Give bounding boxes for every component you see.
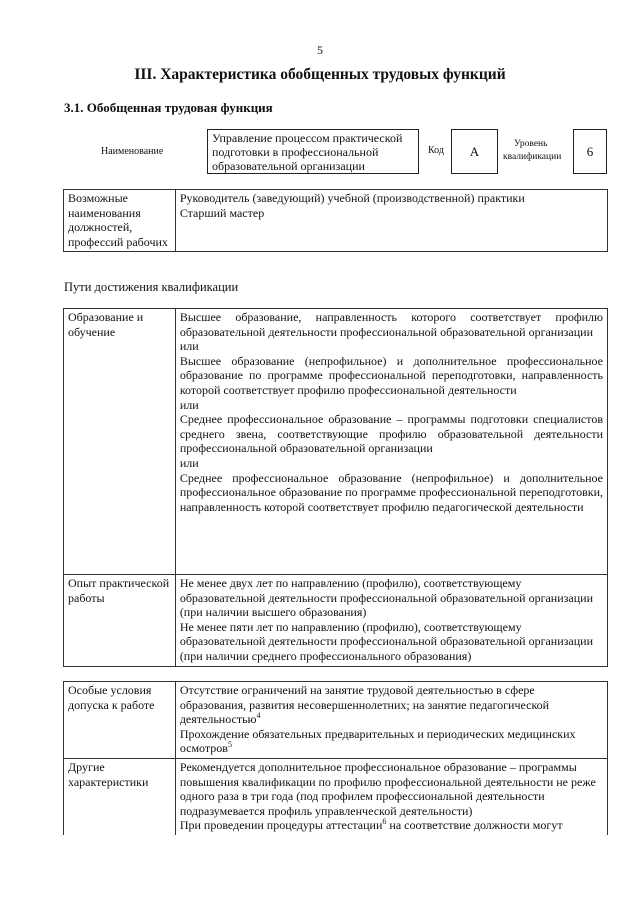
position-item: Старший мастер <box>179 205 265 220</box>
name-label: Наименование <box>101 146 164 157</box>
other-item: Рекомендуется дополнительное профессиональное образование – программы повышения квалификации по профилю профессиональной деятельности не реже одного раза в три года (под профилем профессиональной деятельности подразумевается профиль управленческой деятельности) <box>179 759 596 818</box>
positions-table <box>63 189 608 252</box>
education-or: или <box>179 339 199 354</box>
condition-item-text: Прохождение обязательных предварительных и периодических медицинских осмотров <box>179 726 576 756</box>
page-number: 5 <box>317 43 323 57</box>
condition-item <box>180 727 603 756</box>
conditions-table <box>63 681 608 835</box>
qualification-paths-title: Пути достижения квалификации <box>64 280 239 294</box>
education-values <box>175 309 607 575</box>
level-label-line2: квалификации <box>503 152 562 162</box>
experience-item: Не менее двух лет по направлению (профилю), соответствующему образовательной деятельности профессиональной образовательной организации (при наличии высшего образования) <box>179 576 593 620</box>
position-item: Руководитель (заведующий) учебной (производственной) практики <box>179 191 525 205</box>
function-name-box: Управление процессом практической подготовки в профессиональной образовательной организации <box>207 129 419 174</box>
other-label: Другие характеристики <box>64 758 176 834</box>
code-label: Код <box>428 145 444 156</box>
other-item-text: При проведении процедуры аттестации <box>179 818 383 833</box>
footnote-ref: 6 <box>382 817 387 827</box>
education-item: Среднее профессиональное образование – программы подготовки специалистов среднего звена, соответствующие профилю образовательной деятельности профессиональной образовательной организации <box>179 412 603 456</box>
section-subtitle: 3.1. Обобщенная трудовая функция <box>64 100 273 115</box>
experience-values <box>175 575 607 667</box>
code-box: А <box>451 129 498 174</box>
education-or: или <box>179 397 199 412</box>
education-item: Высшее образование, направленность которого соответствует профилю образовательной деятельности профессиональной образовательной организации <box>179 310 603 339</box>
special-conditions-label: Особые условия допуска к работе <box>64 682 176 759</box>
education-item: Высшее образование (непрофильное) и дополнительное профессиональное образование по программе профессиональной переподготовки, направленность которой соответствует профилю профессиональной деятельности <box>179 353 603 397</box>
positions-values <box>175 190 607 252</box>
other-values <box>175 758 607 834</box>
condition-item <box>180 683 603 727</box>
other-item-text-cont: на соответствие должности могут <box>386 818 563 833</box>
education-or: или <box>179 455 199 470</box>
experience-label: Опыт практической работы <box>64 575 176 667</box>
condition-item-text: Отсутствие ограничений на занятие трудовой деятельностью в сфере образования, развития несовершеннолетних; на занятие педагогической деятельностью <box>179 683 550 727</box>
footnote-ref: 5 <box>227 740 232 750</box>
education-label: Образование и обучение <box>64 309 176 575</box>
level-label-line1: Уровень <box>514 139 548 149</box>
special-conditions-values <box>175 682 607 759</box>
education-item: Среднее профессиональное образование (непрофильное) и дополнительное профессиональное образование по программе профессиональной переподготовки, направленность которой соответствует профилю педагогической деятельности <box>179 470 603 514</box>
positions-label: Возможные наименования должностей, профессий рабочих <box>64 190 176 252</box>
experience-item: Не менее пяти лет по направлению (профилю), соответствующему образовательной деятельности профессиональной образовательной организации (при наличии среднего профессионального образования) <box>179 619 593 663</box>
other-item <box>180 818 603 833</box>
level-box: 6 <box>573 129 607 174</box>
qualification-table <box>63 308 608 667</box>
section-title: III. Характеристика обобщенных трудовых функций <box>134 66 506 83</box>
footnote-ref: 4 <box>256 711 261 721</box>
